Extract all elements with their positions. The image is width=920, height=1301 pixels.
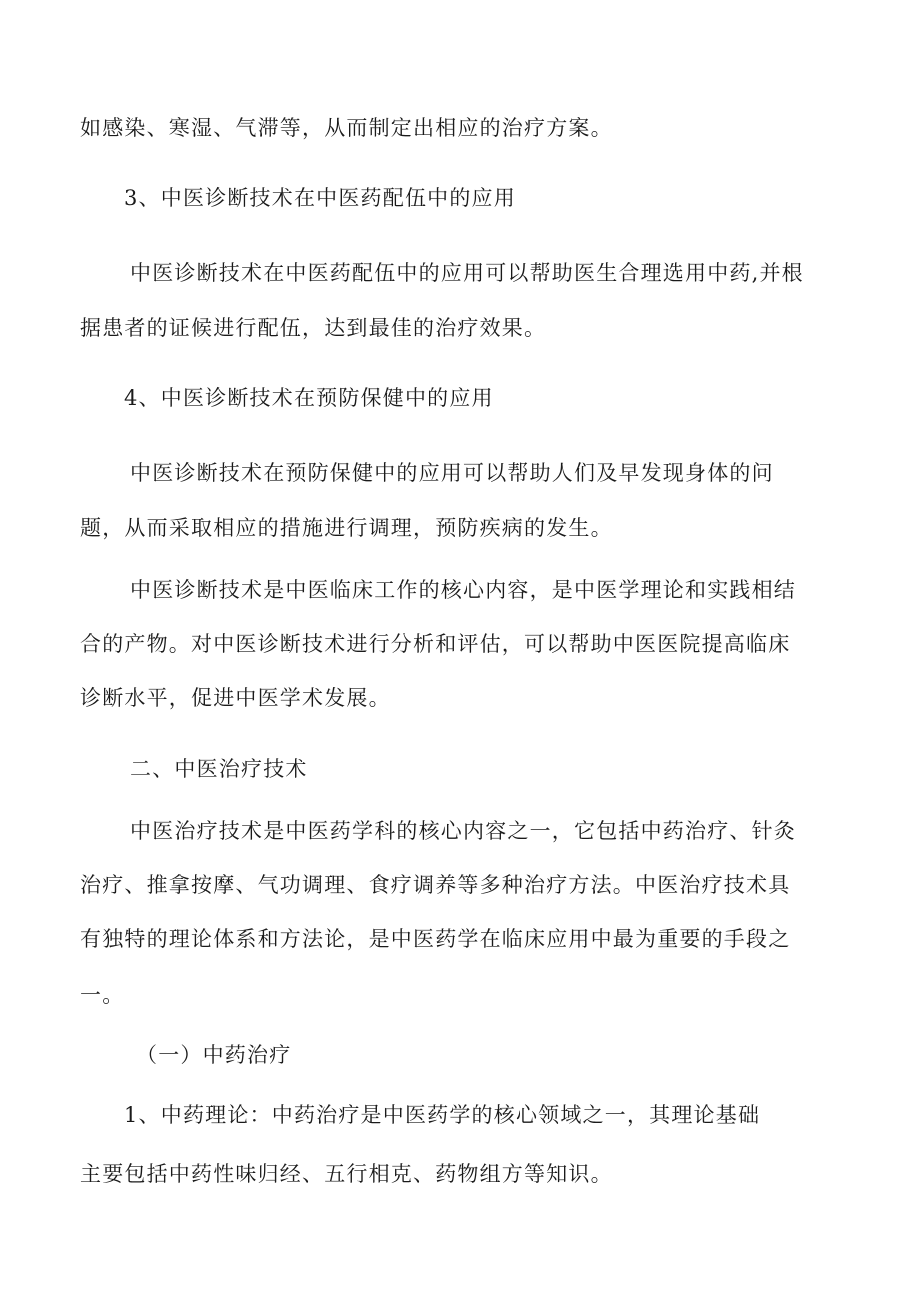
paragraph-line: 据患者的证候进行配伍，达到最佳的治疗效果。	[80, 316, 547, 340]
subsection-heading: （一）中药治疗	[136, 1043, 292, 1067]
paragraph-line: 治疗、推拿按摩、气功调理、食疗调养等多种治疗方法。中医治疗技术具	[80, 873, 791, 897]
paragraph-line: 如感染、寒湿、气滞等，从而制定出相应的治疗方案。	[80, 116, 613, 140]
section-heading: 二、中医治疗技术	[130, 757, 308, 781]
paragraph-line: 1、中药理论：中药治疗是中医药学的核心领域之一，其理论基础	[124, 1103, 761, 1127]
paragraph-line: 中医诊断技术是中医临床工作的核心内容，是中医学理论和实践相结	[130, 578, 796, 602]
paragraph-line: 中医诊断技术在中医药配伍中的应用可以帮助医生合理选用中药,并根	[130, 261, 804, 285]
paragraph-line: 中医治疗技术是中医药学科的核心内容之一，它包括中药治疗、针灸	[130, 819, 796, 843]
paragraph-line: 中医诊断技术在预防保健中的应用可以帮助人们及早发现身体的问	[130, 461, 774, 485]
paragraph-line: 主要包括中药性味归经、五行相克、药物组方等知识。	[80, 1162, 613, 1186]
paragraph-line: 题，从而采取相应的措施进行调理，预防疾病的发生。	[80, 516, 613, 540]
paragraph-line: 有独特的理论体系和方法论，是中医药学在临床应用中最为重要的手段之	[80, 927, 791, 951]
paragraph-line: 一。	[80, 983, 125, 1007]
heading-3: 3、中医诊断技术在中医药配伍中的应用	[124, 186, 516, 210]
heading-4: 4、中医诊断技术在预防保健中的应用	[124, 386, 494, 410]
paragraph-line: 合的产物。对中医诊断技术进行分析和评估，可以帮助中医医院提高临床	[80, 632, 791, 656]
paragraph-line: 诊断水平，促进中医学术发展。	[80, 686, 391, 710]
